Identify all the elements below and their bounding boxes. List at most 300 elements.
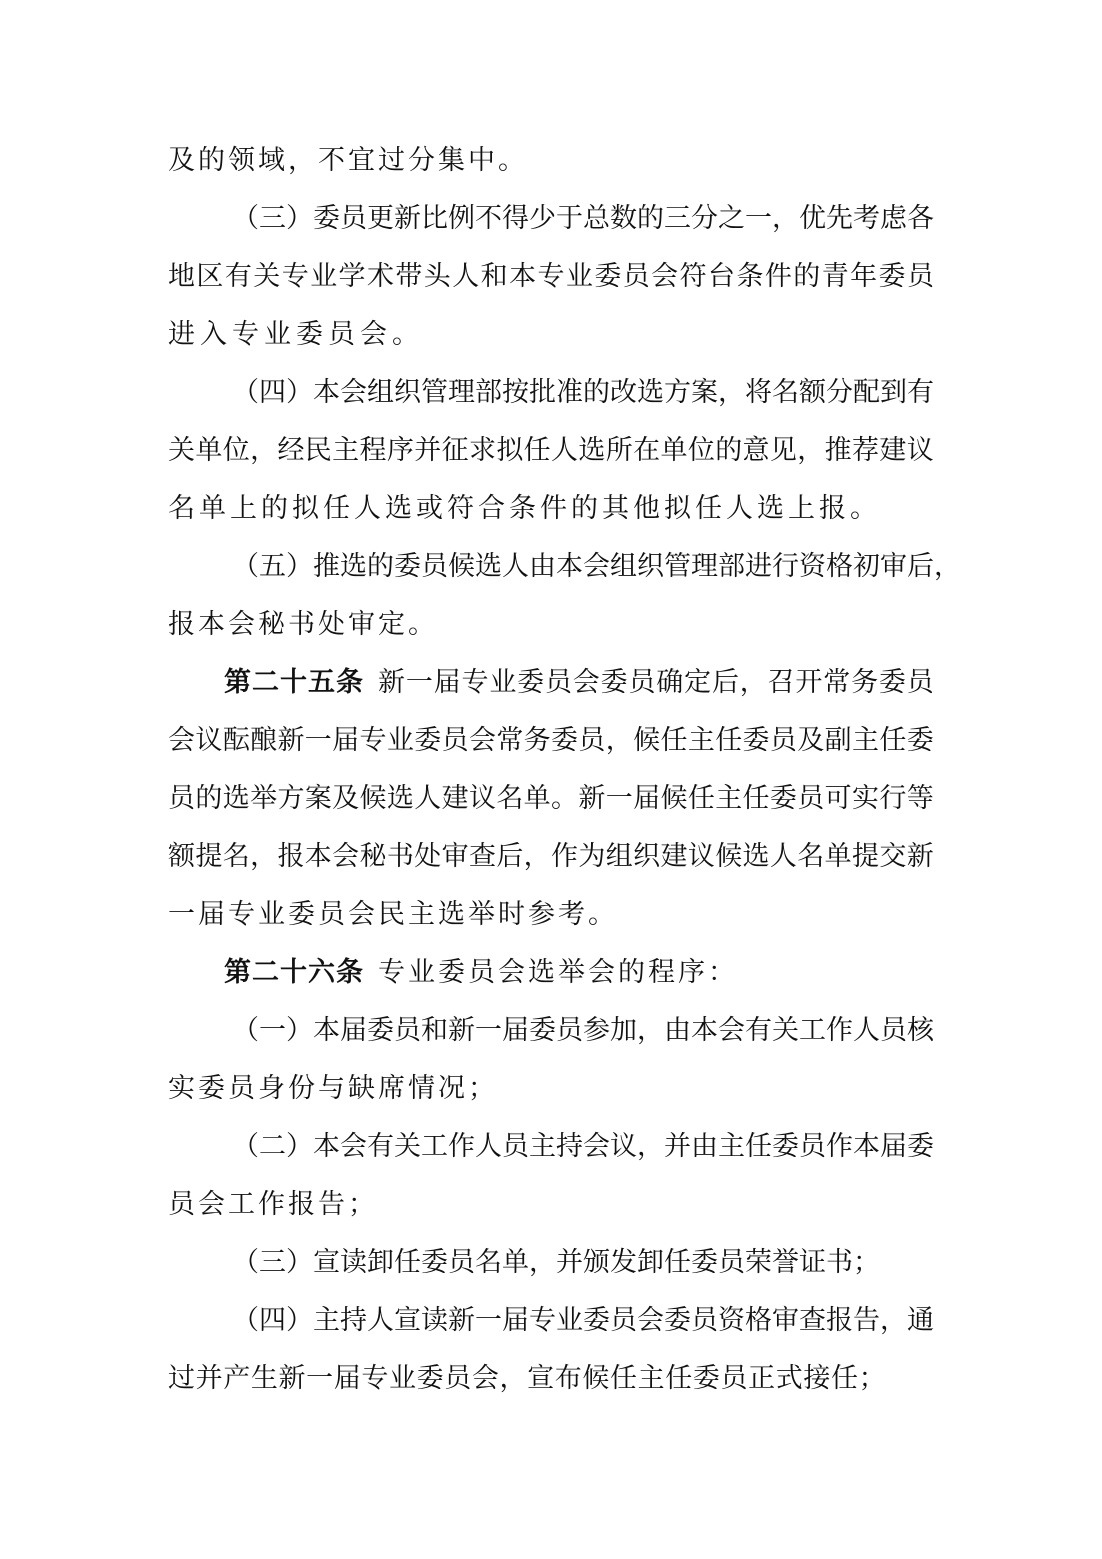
text-line — [168, 1359, 886, 1399]
text-char: 会 — [572, 667, 600, 698]
text-char: 人 — [475, 1131, 502, 1162]
text-char: 额 — [799, 377, 826, 408]
text-char: ） — [286, 203, 313, 234]
text-char: 等 — [906, 783, 934, 814]
text-char: ， — [250, 435, 278, 466]
text-char: 一 — [745, 203, 772, 234]
text-char: 关 — [168, 435, 195, 466]
text-line — [168, 721, 934, 761]
text-char: 员 — [444, 1363, 472, 1394]
text-char: 候 — [660, 783, 688, 814]
text-char: 委 — [769, 783, 797, 814]
text-char: 会 — [651, 261, 679, 292]
text-char: 确 — [656, 667, 684, 698]
text-line — [232, 547, 961, 587]
text-char: 处 — [414, 841, 442, 872]
text-line — [168, 779, 934, 819]
text-char: ） — [286, 1305, 313, 1336]
text-char: 委 — [878, 261, 906, 292]
text-char: 业 — [386, 725, 414, 756]
text-char: ， — [250, 841, 278, 872]
text-char: 式 — [775, 1363, 803, 1394]
text-char: 任 — [831, 1363, 858, 1394]
text-char: 会 — [718, 1015, 745, 1046]
text-char: 建 — [441, 783, 469, 814]
text-char: 三 — [664, 203, 691, 234]
text-char: 员 — [544, 667, 572, 698]
text-char: 选 — [340, 551, 367, 582]
text-char: 员 — [718, 1247, 745, 1278]
text-char: 名 — [475, 1247, 502, 1278]
text-char: 专 — [537, 261, 565, 292]
text-char: 关 — [772, 1015, 799, 1046]
text-char: 新 — [906, 841, 934, 872]
text-char: 作 — [551, 841, 579, 872]
text-char: 主 — [529, 1131, 556, 1162]
text-char: 案 — [691, 377, 718, 408]
text-char: 举 — [250, 783, 278, 814]
text-char: 员 — [168, 783, 195, 814]
text-char: 委 — [416, 1363, 444, 1394]
text-char: 报 — [826, 1305, 853, 1336]
text-char: 誉 — [772, 1247, 799, 1278]
text-char: 并 — [195, 1363, 223, 1394]
text-char: 正 — [748, 1363, 776, 1394]
text-char: 见 — [769, 435, 797, 466]
text-char: 织 — [637, 551, 664, 582]
text-char: 理 — [691, 551, 718, 582]
paragraph-line — [0, 547, 1102, 587]
text-char: 任 — [523, 435, 551, 466]
text-char: 进 — [745, 551, 772, 582]
text-char: 年 — [850, 261, 878, 292]
paragraph-line — [0, 315, 1102, 355]
text-char: ） — [286, 1015, 313, 1046]
text-char: 秘 — [359, 841, 387, 872]
text-char: 的 — [637, 203, 664, 234]
text-char: 员 — [691, 1305, 718, 1336]
text-char: 专 — [359, 725, 387, 756]
text-line: 一届专业委员会民主选举时参考。 — [168, 899, 618, 930]
text-char: 会 — [340, 377, 367, 408]
text-char: 一 — [605, 783, 633, 814]
text-char: 常 — [823, 667, 851, 698]
text-char: 荣 — [745, 1247, 772, 1278]
text-line — [232, 1243, 880, 1283]
text-char: 织 — [633, 841, 661, 872]
text-char: 人 — [769, 841, 797, 872]
text-char: 会 — [468, 725, 496, 756]
text-char: 后 — [711, 667, 739, 698]
text-char: 提 — [851, 841, 879, 872]
text-char: 副 — [824, 725, 852, 756]
text-char: 人 — [502, 551, 529, 582]
text-char: 核 — [907, 1015, 934, 1046]
text-char: 新 — [448, 1015, 475, 1046]
text-char: 员 — [610, 1305, 637, 1336]
text-char: 新 — [378, 667, 405, 698]
text-char: 青 — [821, 261, 849, 292]
text-char: ， — [880, 1305, 907, 1336]
text-char: 读 — [340, 1247, 367, 1278]
text-char: 的 — [583, 377, 610, 408]
text-line: 报本会秘书处审定。 — [168, 609, 438, 640]
text-line: 及的领域，不宜过分集中。 — [168, 145, 528, 176]
text-char: 带 — [395, 261, 423, 292]
text-char: 产 — [223, 1363, 251, 1394]
text-char: 头 — [423, 261, 451, 292]
text-char: 五 — [259, 551, 286, 582]
text-char: 本 — [556, 551, 583, 582]
text-line — [232, 373, 934, 413]
text-char: 资 — [799, 551, 826, 582]
text-char: 作 — [826, 1015, 853, 1046]
text-char: 委 — [600, 667, 628, 698]
text-char: ， — [637, 1131, 664, 1162]
text-char: 改 — [610, 377, 637, 408]
text-char: 委 — [664, 1305, 691, 1336]
text-char: 位 — [687, 435, 715, 466]
text-char: 委 — [313, 203, 340, 234]
text-char: 本 — [313, 1131, 340, 1162]
text-char: 组 — [605, 841, 633, 872]
text-char: 考 — [853, 203, 880, 234]
text-char: 总 — [583, 203, 610, 234]
text-char: 布 — [554, 1363, 582, 1394]
text-char: 委 — [583, 1305, 610, 1336]
text-char: 新 — [277, 725, 305, 756]
text-char: 人 — [414, 783, 442, 814]
text-char: 额 — [168, 841, 195, 872]
paragraph-line — [0, 1069, 1102, 1109]
text-char: 卸 — [367, 1247, 394, 1278]
text-char: 一 — [306, 1363, 334, 1394]
text-char: 可 — [824, 783, 852, 814]
text-char: 任 — [610, 1363, 637, 1394]
text-char: 单 — [523, 783, 551, 814]
text-char: 委 — [594, 261, 622, 292]
text-char: 员 — [502, 1131, 529, 1162]
text-char: 主 — [687, 725, 715, 756]
text-char: 选 — [637, 377, 664, 408]
text-char: （ — [232, 1015, 259, 1046]
text-char: 查 — [799, 1305, 826, 1336]
text-char: 组 — [367, 377, 394, 408]
text-char: 二 — [259, 1131, 286, 1162]
text-char: 任 — [664, 1247, 691, 1278]
text-char: 选 — [475, 551, 502, 582]
text-char: 一 — [304, 725, 332, 756]
text-char: 一 — [475, 1305, 502, 1336]
text-char: 开 — [795, 667, 823, 698]
text-char: 业 — [489, 667, 517, 698]
paragraph-line — [0, 199, 1102, 239]
text-char: 关 — [253, 261, 281, 292]
text-char: 建 — [660, 841, 688, 872]
text-char: 生 — [250, 1363, 278, 1394]
text-char: 届 — [502, 1305, 529, 1336]
text-char: 届 — [502, 1015, 529, 1046]
text-char: 数 — [610, 203, 637, 234]
text-char: 过 — [168, 1363, 195, 1394]
text-char: 候 — [715, 841, 743, 872]
text-char: 于 — [556, 203, 583, 234]
text-char: 件 — [764, 261, 792, 292]
text-char: 委 — [878, 667, 906, 698]
text-char: 届 — [332, 725, 360, 756]
text-char: 会 — [332, 841, 360, 872]
text-char: （ — [232, 1247, 259, 1278]
text-char: 务 — [851, 667, 879, 698]
text-char: 术 — [366, 261, 394, 292]
text-char: 配 — [853, 377, 880, 408]
text-char: 证 — [799, 1247, 826, 1278]
text-char: 持 — [340, 1305, 367, 1336]
text-char: 新 — [394, 203, 421, 234]
text-char: 主 — [313, 1305, 340, 1336]
text-char: 主 — [332, 435, 360, 466]
text-char: 委 — [692, 1363, 720, 1394]
text-char: 各 — [907, 203, 934, 234]
text-line — [232, 1127, 934, 1167]
text-char: 后 — [496, 841, 524, 872]
paragraph-line — [0, 373, 1102, 413]
text-char: 得 — [502, 203, 529, 234]
text-char: 届 — [333, 1363, 361, 1394]
text-char: 由 — [529, 551, 556, 582]
text-char: 名 — [797, 841, 825, 872]
text-char: 委 — [691, 1247, 718, 1278]
text-char: 有 — [907, 377, 934, 408]
text-char: 部 — [718, 551, 745, 582]
text-char: 按 — [502, 377, 529, 408]
text-char: 读 — [421, 1305, 448, 1336]
text-char: 为 — [578, 841, 606, 872]
text-char: 务 — [523, 725, 551, 756]
text-char: 主 — [715, 783, 743, 814]
text-char: 委 — [367, 1015, 394, 1046]
text-char: 届 — [340, 1015, 367, 1046]
text-char: 和 — [480, 261, 508, 292]
text-char: 求 — [468, 435, 496, 466]
text-char: 专 — [529, 1305, 556, 1336]
text-char: 查 — [468, 841, 496, 872]
text-char: 员 — [448, 1247, 475, 1278]
paragraph-line — [0, 141, 1102, 181]
text-char: 候 — [633, 725, 661, 756]
text-char: 召 — [767, 667, 795, 698]
paragraph-line — [0, 605, 1102, 645]
text-line — [232, 1011, 934, 1051]
text-char: 名 — [772, 377, 799, 408]
text-char: 宣 — [394, 1305, 421, 1336]
text-char: 委 — [529, 1015, 556, 1046]
article-heading: 第二十五条 — [224, 667, 364, 698]
text-char: （ — [232, 1305, 259, 1336]
text-char: ） — [286, 551, 313, 582]
text-char: 议 — [195, 725, 223, 756]
text-line: 员会工作报告； — [168, 1189, 378, 1220]
text-line — [232, 199, 934, 239]
text-char: 加 — [610, 1015, 637, 1046]
text-char: 员 — [578, 725, 606, 756]
text-char: 少 — [529, 203, 556, 234]
text-char: 行 — [772, 551, 799, 582]
text-char: 交 — [879, 841, 907, 872]
text-char: 选 — [578, 435, 606, 466]
text-char: 员 — [421, 551, 448, 582]
text-line: 名单上的拟任人选或符合条件的其他拟任人选上报。 — [168, 493, 881, 524]
text-char: 委 — [421, 1247, 448, 1278]
text-char: ， — [739, 667, 767, 698]
text-char: 更 — [367, 203, 394, 234]
text-char: 专 — [361, 1363, 389, 1394]
text-char: 任 — [879, 725, 907, 756]
text-char: 业 — [389, 1363, 416, 1394]
text-char: ） — [286, 377, 313, 408]
paragraph-line — [0, 489, 1102, 529]
text-char: 有 — [367, 1131, 394, 1162]
text-char: 管 — [664, 551, 691, 582]
text-char: 初 — [853, 551, 880, 582]
text-char: 位 — [222, 435, 250, 466]
text-char: 候 — [448, 551, 475, 582]
text-line: 进入专业委员会。 — [168, 319, 424, 350]
text-char: 管 — [421, 377, 448, 408]
text-char: 任 — [742, 783, 770, 814]
text-line: 专业委员会选举会的程序： — [378, 957, 738, 988]
text-char: 员 — [906, 261, 934, 292]
text-char: 关 — [394, 1131, 421, 1162]
text-char: 准 — [556, 377, 583, 408]
text-char: 四 — [259, 1305, 286, 1336]
text-char: 委 — [906, 725, 934, 756]
text-char: 委 — [394, 551, 421, 582]
text-char: 发 — [610, 1247, 637, 1278]
text-char: 员 — [880, 1015, 907, 1046]
text-char: 专 — [281, 261, 309, 292]
text-char: 本 — [313, 1015, 340, 1046]
paragraph-line — [0, 1301, 1102, 1341]
text-char: 经 — [277, 435, 305, 466]
text-char: 到 — [880, 377, 907, 408]
text-char: 程 — [359, 435, 387, 466]
text-char: 一 — [259, 1015, 286, 1046]
text-char: 审 — [880, 551, 907, 582]
text-char: 酿 — [250, 725, 278, 756]
text-char: 条 — [736, 261, 764, 292]
text-char: 候 — [582, 1363, 610, 1394]
paragraph-line — [0, 953, 1102, 993]
text-char: 并 — [664, 1131, 691, 1162]
text-char: 案 — [304, 783, 332, 814]
text-char: 书 — [386, 841, 414, 872]
text-char: 宣 — [313, 1247, 340, 1278]
paragraph-line — [0, 1359, 1102, 1399]
text-char: ） — [286, 1247, 313, 1278]
text-char: 议 — [687, 841, 715, 872]
text-char: 工 — [799, 1015, 826, 1046]
text-char: 宣 — [527, 1363, 555, 1394]
text-char: 员 — [622, 261, 650, 292]
text-char: 委 — [414, 725, 442, 756]
text-char: 委 — [907, 1131, 934, 1162]
text-char: 将 — [745, 377, 772, 408]
text-line: 实委员身份与缺席情况； — [168, 1073, 498, 1104]
text-char: 本 — [853, 1131, 880, 1162]
text-char: 审 — [772, 1305, 799, 1336]
text-char: 人 — [367, 1305, 394, 1336]
text-char: 方 — [664, 377, 691, 408]
paragraph-line — [0, 1011, 1102, 1051]
text-char: 通 — [907, 1305, 934, 1336]
text-char: 优 — [799, 203, 826, 234]
text-char: 三 — [259, 1247, 286, 1278]
text-char: 一 — [405, 667, 433, 698]
text-char: 告 — [853, 1305, 880, 1336]
text-char: 员 — [556, 1015, 583, 1046]
paragraph-line — [0, 779, 1102, 819]
text-char: 单 — [660, 435, 688, 466]
text-char: 三 — [259, 203, 286, 234]
text-char: 四 — [259, 377, 286, 408]
text-char: 的 — [793, 261, 821, 292]
text-char: 主 — [637, 1363, 665, 1394]
text-char: 议 — [610, 1131, 637, 1162]
text-char: 在 — [633, 435, 661, 466]
text-char: 员 — [628, 667, 656, 698]
text-char: 任 — [687, 783, 715, 814]
text-char: 新 — [278, 1363, 306, 1394]
text-char: 任 — [665, 1363, 693, 1394]
text-char: 序 — [386, 435, 414, 466]
text-char: 及 — [797, 725, 825, 756]
paragraph-line — [0, 721, 1102, 761]
text-char: ， — [637, 1015, 664, 1046]
text-char: 后 — [907, 551, 934, 582]
text-line — [168, 257, 934, 297]
text-char: 例 — [448, 203, 475, 234]
text-char: 有 — [745, 1015, 772, 1046]
text-char: 任 — [745, 1131, 772, 1162]
text-char: 民 — [304, 435, 332, 466]
text-char: ， — [499, 1363, 527, 1394]
text-char: 会 — [168, 725, 195, 756]
text-char: 人 — [853, 1015, 880, 1046]
text-char: 单 — [195, 435, 223, 466]
text-char: 的 — [367, 551, 394, 582]
text-char: 作 — [448, 1131, 475, 1162]
text-char: 推 — [824, 435, 852, 466]
text-char: 本 — [304, 841, 332, 872]
article-heading: 第二十六条 — [224, 957, 364, 988]
text-line — [168, 837, 934, 877]
text-char: 任 — [394, 1247, 421, 1278]
text-char: 台 — [708, 261, 736, 292]
text-char: 虑 — [880, 203, 907, 234]
text-char: 有 — [224, 261, 252, 292]
text-char: 卸 — [637, 1247, 664, 1278]
text-char: 颁 — [583, 1247, 610, 1278]
text-char: 不 — [475, 203, 502, 234]
text-char: 业 — [310, 261, 338, 292]
text-char: 所 — [605, 435, 633, 466]
text-char: 征 — [441, 435, 469, 466]
text-char: 接 — [803, 1363, 831, 1394]
text-char: 部 — [475, 377, 502, 408]
text-char: 比 — [421, 203, 448, 234]
text-char: 参 — [583, 1015, 610, 1046]
